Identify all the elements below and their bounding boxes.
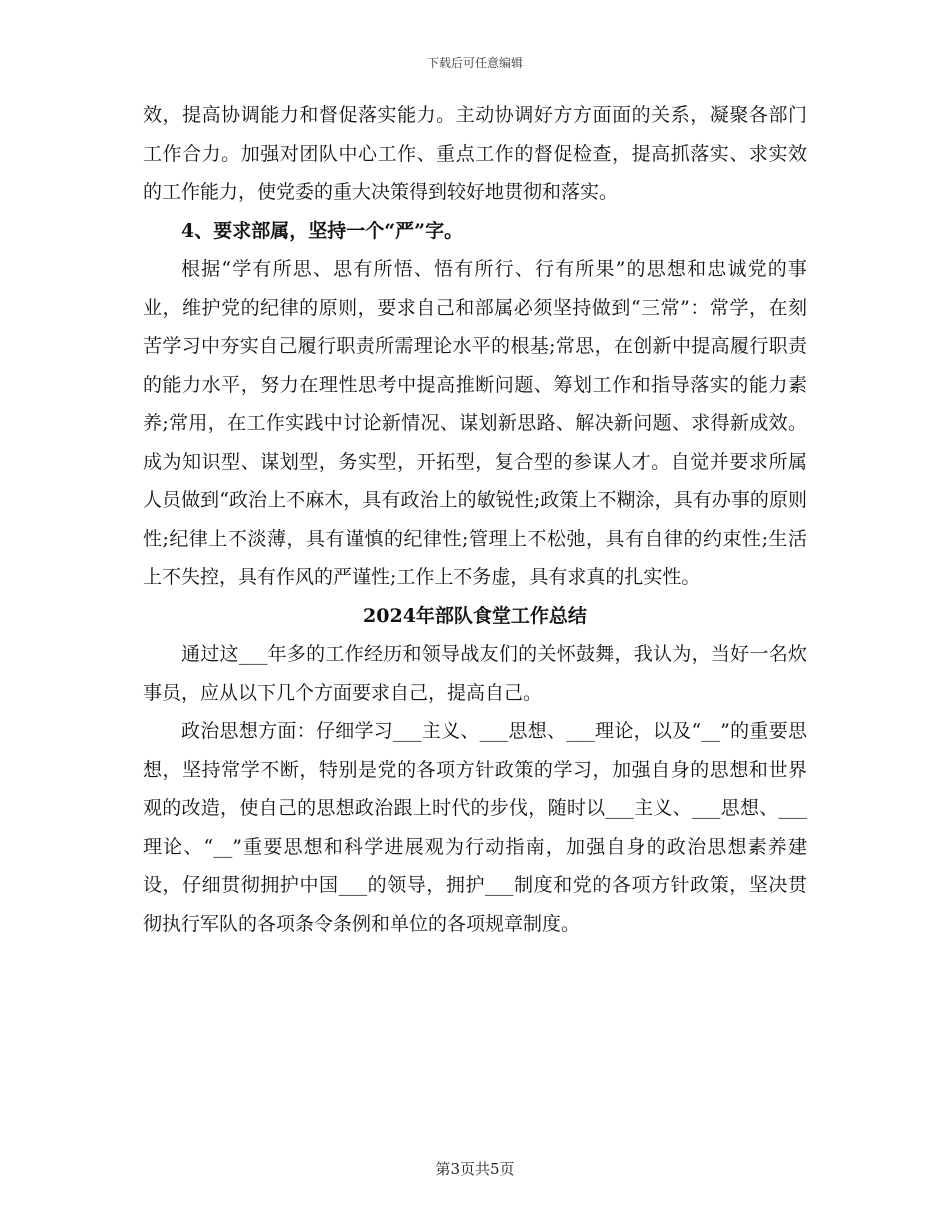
paragraph-political-thought: 政治思想方面：仔细学习___主义、___思想、___理论，以及“__”的重要思想，坚持常学不断，特别是党的各项方针政策的学习，加强自身的思想和世界观的改造，使自己的思想政治跟上时代的步伐，随时以___主义、___思想、___理论、“__”重要思想和科学进展观为行动指南，加强自身的政治思想素养建设，仔细贯彻拥护中国___的领导，拥护___制度和党的各项方针政策，坚决贯彻执行军队的各项条令条例和单位的各项规章制度。 — [143, 720, 807, 935]
page-number-footer: 第3页共5页 — [435, 1160, 515, 1178]
document-body — [143, 96, 807, 943]
paragraph-continuation: 效，提高协调能力和督促落实能力。主动协调好方方面面的关系，凝聚各部门工作合力。加强对团队中心工作、重点工作的督促检查，提高抓落实、求实效的工作能力，使党委的重大决策得到较好地贯彻和落实。 — [143, 104, 807, 203]
paragraph-intro: 通过这___年多的工作经历和领导战友们的关怀鼓舞，我认为，当好一名炊事员，应从以下几个方面要求自己，提高自己。 — [143, 643, 807, 704]
page-header-note: 下载后可任意编辑 — [426, 56, 523, 70]
section-heading-4: 4、要求部属，坚持一个“严”字。 — [181, 219, 464, 242]
paragraph-strictness: 根据“学有所思、思有所悟、悟有所行、行有所果”的思想和忠诚党的事业，维护党的纪律的原则，要求自己和部属必须坚持做到“三常”：常学，在刻苦学习中夯实自己履行职责所需理论水平的根基;常思，在创新中提高履行职责的能力水平，努力在理性思考中提高推断问题、筹划工作和指导落实的能力素养;常用，在工作实践中讨论新情况、谋划新思路、解决新问题、求得新成效。成为知识型、谋划型，务实型，开拓型，复合型的参谋人才。自觉并要求所属人员做到“政治上不麻木，具有政治上的敏锐性;政策上不糊涂，具有办事的原则性;纪律上不淡薄，具有谨慎的纪律性;管理上不松弛，具有自律的约束性;生活上不失控，具有作风的严谨性;工作上不务虚，具有求真的扎实性。 — [143, 258, 807, 588]
document-title: 2024年部队食堂工作总结 — [363, 604, 587, 627]
